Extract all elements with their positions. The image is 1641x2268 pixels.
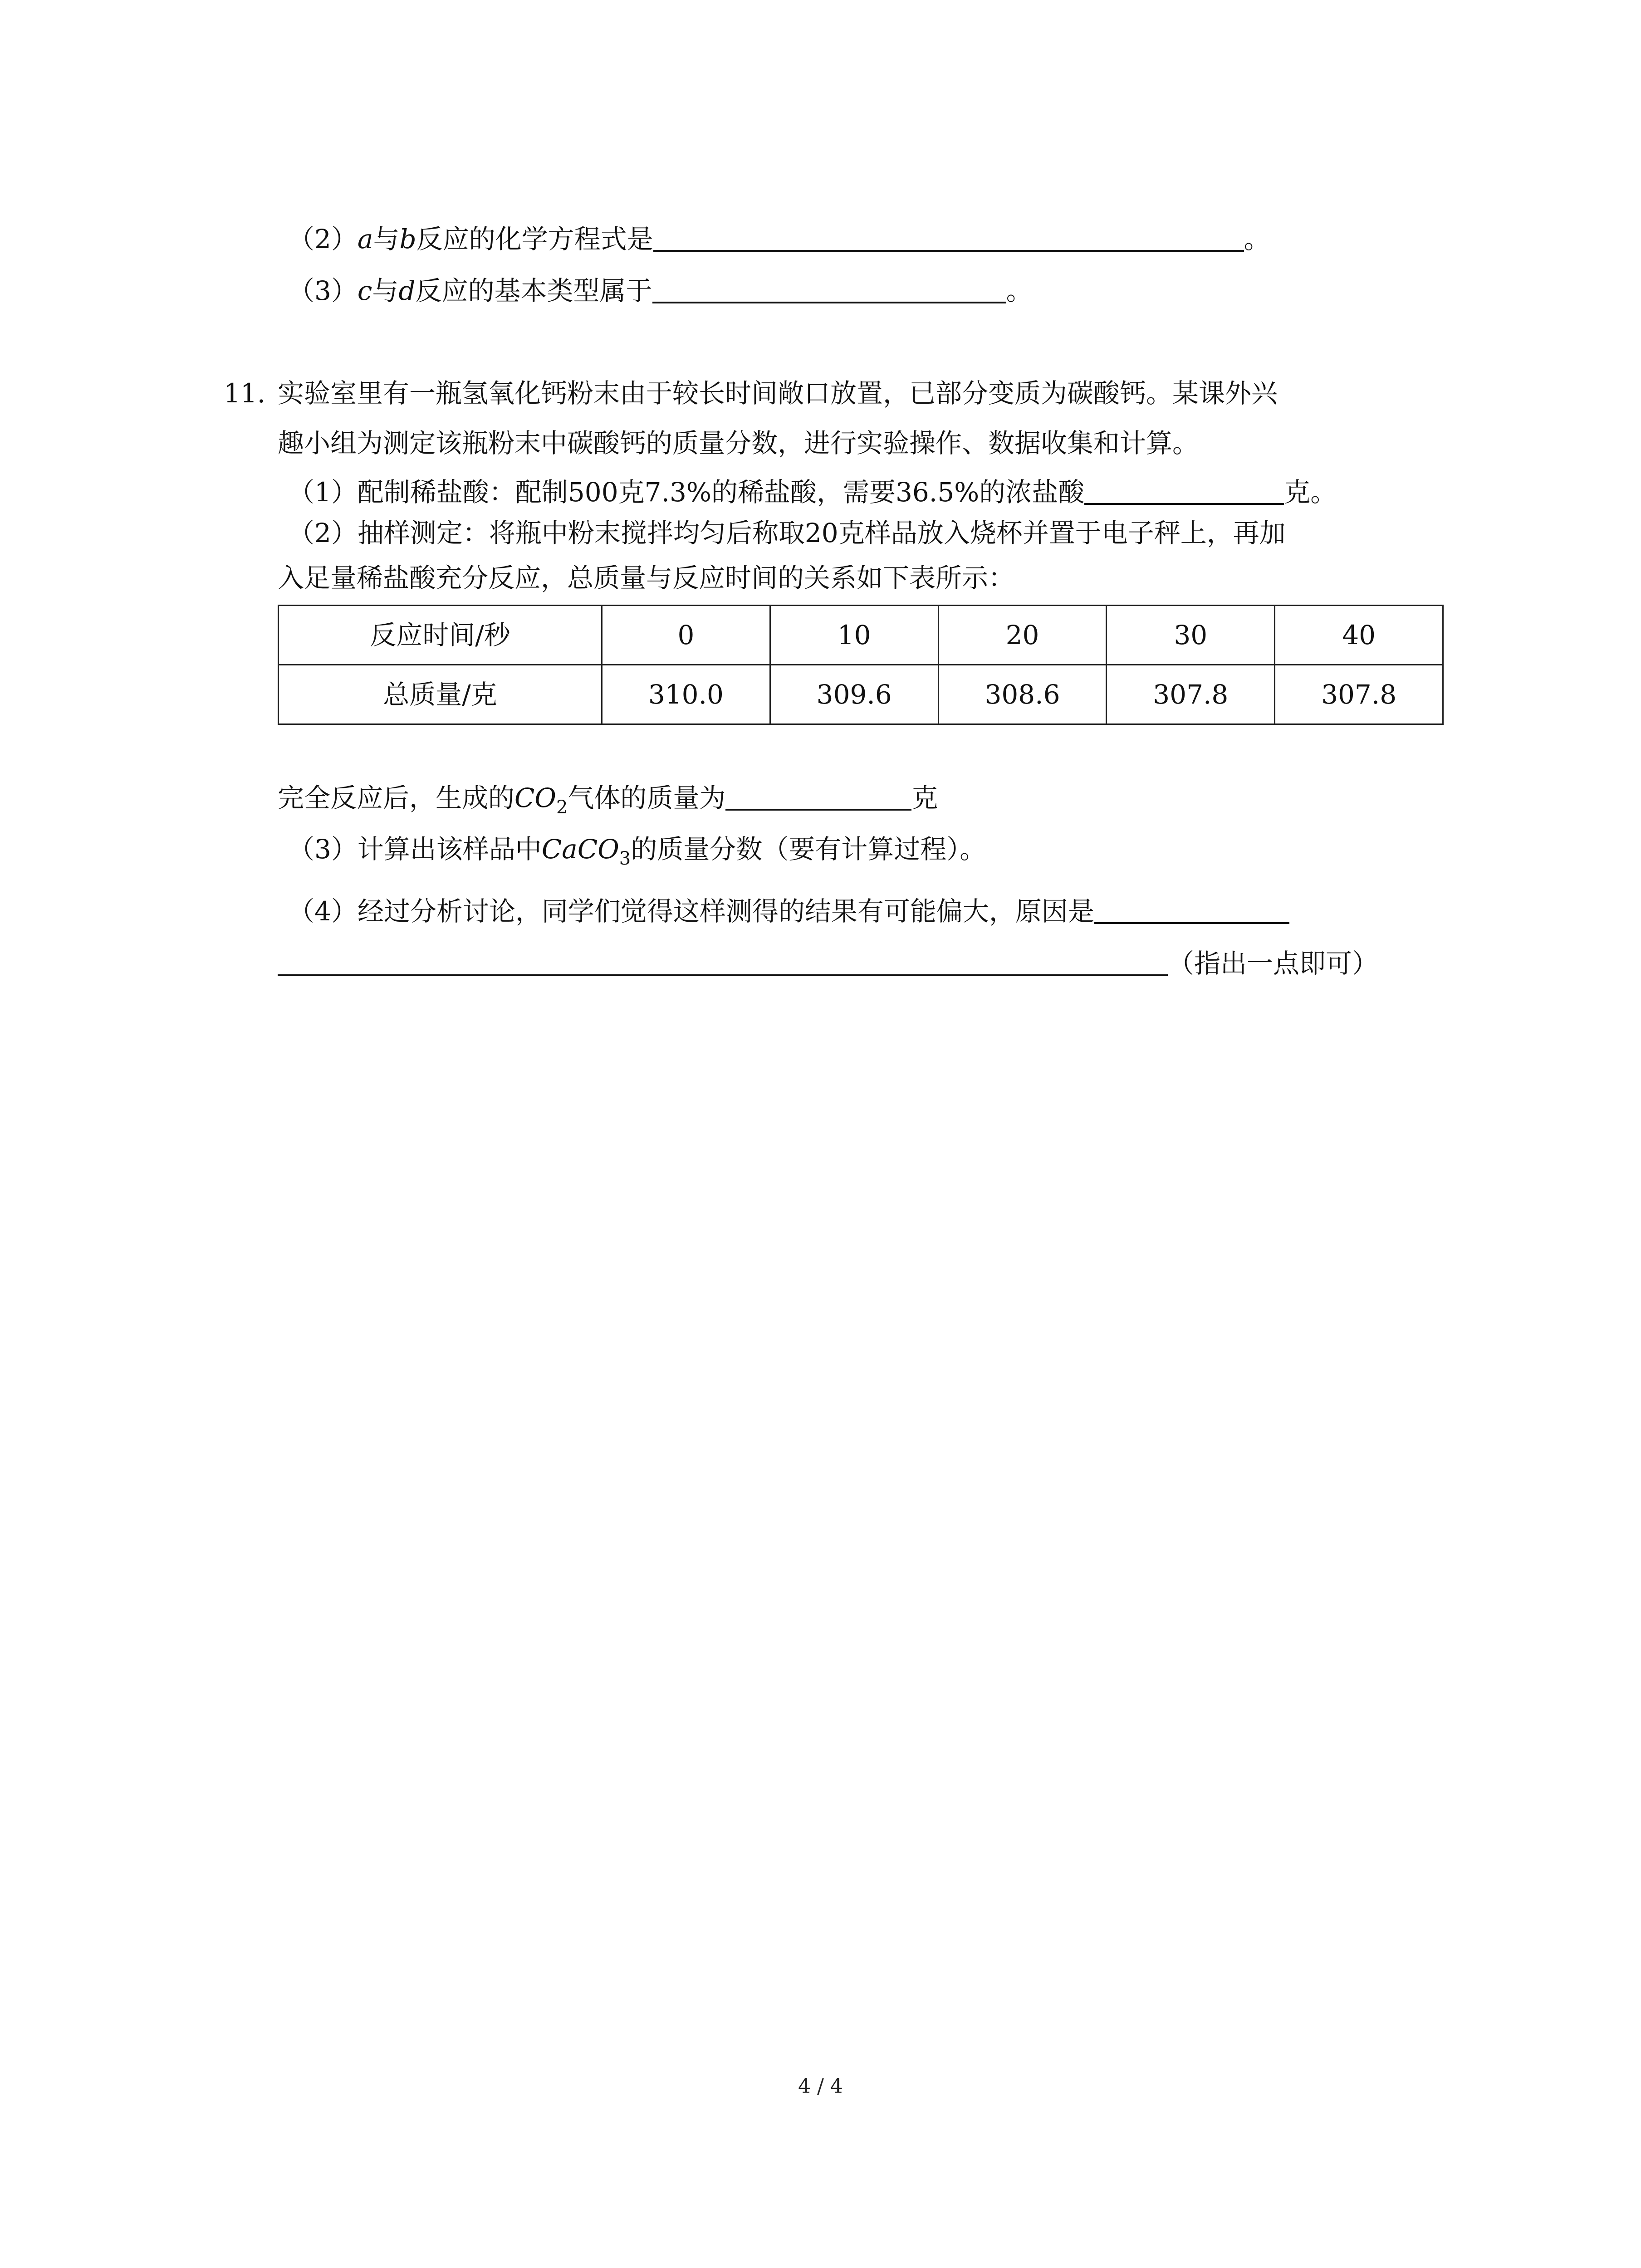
co2-formula: CO	[514, 782, 556, 813]
answer-blank-q11-4a[interactable]	[1094, 919, 1289, 924]
q10-part3-prefix: （3）	[288, 275, 358, 306]
answer-blank-co2[interactable]	[725, 805, 911, 811]
question-number: 11.	[224, 378, 266, 409]
table-row	[279, 606, 1443, 665]
q10-part3-end: 。	[1006, 275, 1033, 306]
table-cell: 30	[1107, 606, 1275, 665]
var-b: b	[399, 224, 416, 254]
table-cell: 20	[938, 606, 1107, 665]
var-c: c	[357, 275, 372, 306]
q11-co2-question	[278, 782, 938, 818]
q11-part4-end: （指出一点即可）	[1168, 948, 1379, 979]
q11-part3-after: 的质量分数（要有计算过程）。	[631, 834, 986, 865]
table-cell: 10	[770, 606, 938, 665]
var-a: a	[357, 224, 373, 254]
table-cell: 309.6	[770, 665, 938, 724]
co2-after: 气体的质量为	[568, 782, 726, 813]
table-cell: 310.0	[602, 665, 770, 724]
q11-part3-prefix: （3）计算出该样品中	[288, 834, 542, 865]
table-cell: 40	[1275, 606, 1443, 665]
co2-end: 克	[911, 782, 938, 813]
q11-stem-line2: 趣小组为测定该瓶粉末中碳酸钙的质量分数，进行实验操作、数据收集和计算。	[278, 428, 1199, 459]
co2-before: 完全反应后，生成的	[278, 782, 515, 813]
answer-blank-q10-3[interactable]	[652, 298, 1006, 303]
q10-part2-mid1: 与	[373, 224, 400, 254]
q11-part4-line2	[278, 950, 1378, 977]
page-number: 4 / 4	[798, 2075, 843, 2098]
answer-blank-q11-1[interactable]	[1084, 499, 1284, 505]
q10-part2	[288, 226, 1270, 252]
q10-part3	[288, 275, 1033, 306]
data-table	[278, 605, 1444, 725]
q11-part2-line2: 入足量稀盐酸充分反应，总质量与反应时间的关系如下表所示：	[278, 562, 1015, 593]
q10-part2-mid2: 反应的化学方程式是	[416, 224, 653, 254]
q11-part2-line1: （2）抽样测定：将瓶中粉末搅拌均匀后称取20克样品放入烧杯并置于电子秤上，再加	[288, 518, 1286, 548]
q11-part3	[288, 834, 986, 869]
table-row	[279, 665, 1443, 724]
q11-stem-line1: 实验室里有一瓶氢氧化钙粉末由于较长时间敞口放置，已部分变质为碳酸钙。某课外兴	[278, 378, 1278, 409]
q10-part2-prefix: （2）	[288, 224, 358, 254]
var-d: d	[398, 275, 416, 306]
caco3-formula: CaCO	[541, 834, 619, 865]
q10-part2-end: 。	[1244, 224, 1270, 254]
table-cell: 反应时间/秒	[279, 606, 602, 665]
table-cell: 307.8	[1107, 665, 1275, 724]
q11-part1	[288, 477, 1337, 508]
table-cell: 308.6	[938, 665, 1107, 724]
q10-part3-mid2: 反应的基本类型属于	[415, 275, 652, 306]
q11-part1-end: 克。	[1284, 477, 1337, 508]
q10-part3-mid1: 与	[372, 275, 399, 306]
table-cell: 0	[602, 606, 770, 665]
answer-blank-q10-2[interactable]	[653, 246, 1244, 252]
caco3-subscript: 3	[619, 848, 631, 869]
table-cell: 307.8	[1275, 665, 1443, 724]
q11-part4-text: （4）经过分析讨论，同学们觉得这样测得的结果有可能偏大，原因是	[288, 896, 1094, 927]
co2-subscript: 2	[556, 797, 568, 818]
q11-part1-text: （1）配制稀盐酸：配制500克7.3%的稀盐酸，需要36.5%的浓盐酸	[288, 477, 1085, 508]
table-cell: 总质量/克	[279, 665, 602, 724]
answer-blank-q11-4b[interactable]	[278, 971, 1168, 976]
q11-part4	[288, 896, 1289, 927]
